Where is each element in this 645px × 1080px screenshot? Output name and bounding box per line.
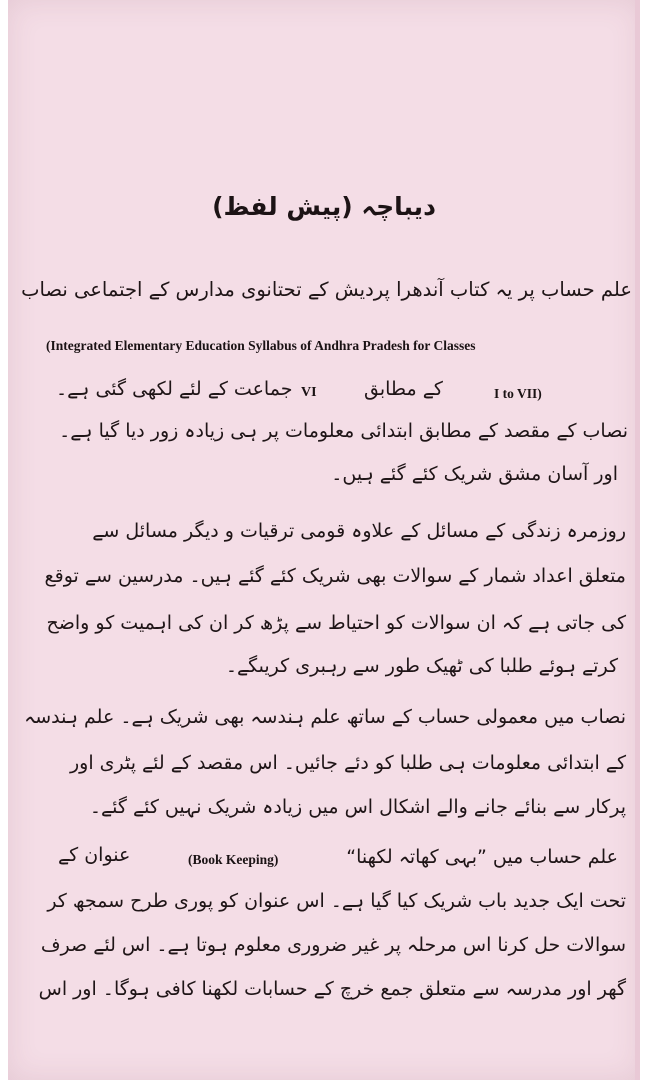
text-line: عنوان کے [58,844,131,866]
text-line: علم حساب پر یہ کتاب آندھرا پردیش کے تحتانوی مدارس کے اجتماعی نصاب [21,278,632,301]
text-line: کرتے ہوئے طلبا کی ٹھیک طور سے رہبری کریںگے۔ [225,655,618,677]
text-line: روزمرہ زندگی کے مسائل کے علاوہ قومی ترقیات و دیگر مسائل سے [92,520,626,542]
text-line: جماعت کے لئے لکھی گئی ہے۔ [56,378,293,400]
text-line: کے مطابق [364,378,443,400]
page-heading: دیباچہ (پیش لفظ) [212,192,436,221]
text-line: اور آسان مشق شریک کئے گئے ہیں۔ [331,463,618,485]
text-line: سوالات حل کرنا اس مرحلہ پر غیر ضروری معلوم ہوتا ہے۔ اس لئے صرف [40,934,626,956]
text-line: نصاب کے مقصد کے مطابق ابتدائی معلومات پر ہی زیادہ زور دیا گیا ہے۔ [59,420,628,442]
text-line: نصاب میں معمولی حساب کے ساتھ علم ہندسہ بھی شریک ہے۔ علم ہندسہ [24,706,626,728]
english-text: (Integrated Elementary Education Syllabus of Andhra Pradesh for Classes [46,338,476,353]
text-line: متعلق اعداد شمار کے سوالات بھی شریک کئے گئے ہیں۔ مدرسین سے توقع [44,565,626,587]
text-line: کی جاتی ہے کہ ان سوالات کو احتیاط سے پڑھ کر ان کی اہمیت کو واضح [46,612,626,634]
book-page [8,0,640,1080]
text-line: پرکار سے بنائے جانے والے اشکال اس میں زیادہ شریک نہیں کئے گئے۔ [89,796,626,818]
class-numeral: VI [301,385,317,400]
english-text: I to VII) [494,386,542,401]
english-text: (Book Keeping) [188,852,279,867]
text-line: کے ابتدائی معلومات ہی طلبا کو دئے جائیں۔ اس مقصد کے لئے پٹری اور [69,752,626,774]
page-edge [635,0,640,1080]
text-line: تحت ایک جدید باب شریک کیا گیا ہے۔ اس عنوان کو پوری طرح سمجھ کر [47,890,626,912]
text-line: گھر اور مدرسہ سے متعلق جمع خرچ کے حسابات لکھنا کافی ہوگا۔ اور اس [38,978,626,1000]
text-line: علم حساب میں ”بہی کھاتہ لکھنا“ [346,846,618,868]
